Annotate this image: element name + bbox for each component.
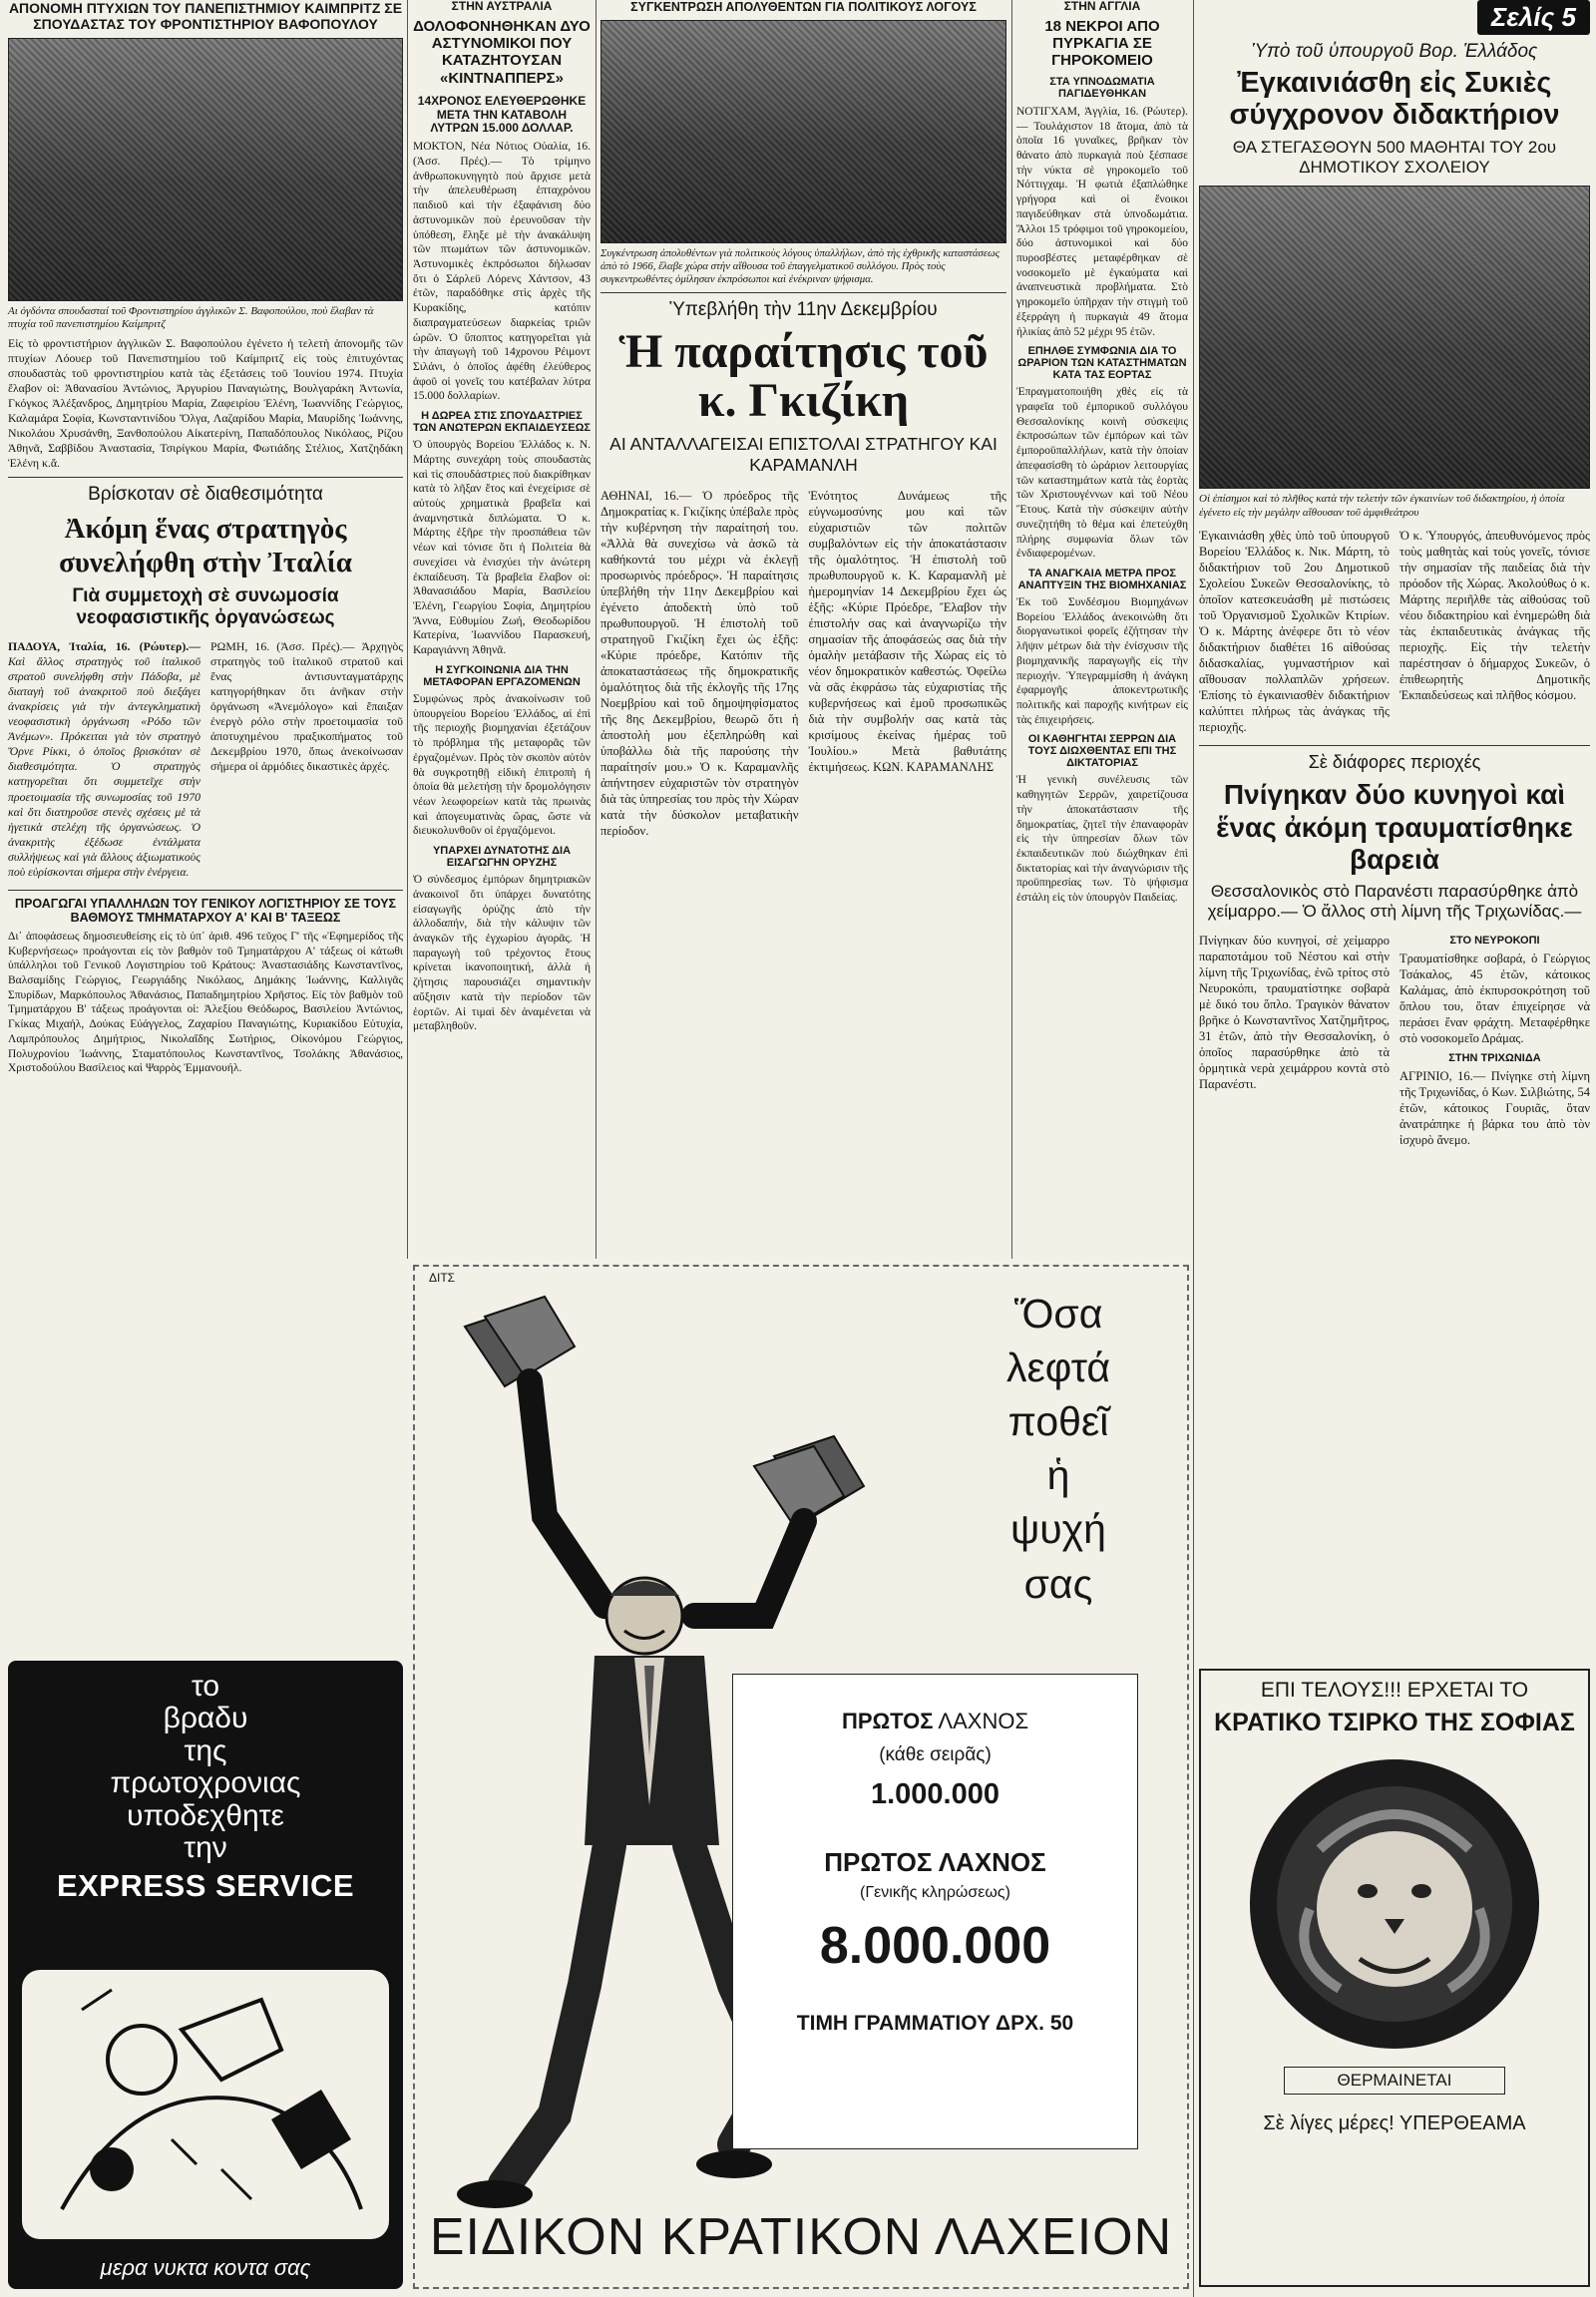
fire-headline: 18 ΝΕΚΡΟΙ ΑΠΟ ΠΥΡΚΑΓΙΑ ΣΕ ΓΗΡΟΚΟΜΕΙΟ: [1044, 17, 1160, 70]
column-4: [1016, 0, 1188, 1259]
lottery-ad: [413, 1265, 1189, 2289]
resignation-headline: Ἡ παραίτησις τοῦ κ. Γκιζίκη: [618, 325, 989, 427]
australia-text: ΜΟΚΤΟΝ, Νέα Νότιος Οὐαλία, 16. (Ἀσσ. Πρές).— Τὸ τρίμηνο ἀνθρωποκυνηγητὸ ποὺ ἄρχισε μετὰ τὴν ἀπελευθέρωση ἑπταχρόνου παιδιοῦ καὶ τὴν ἐξαφάνιση δύο ἀστυνομικῶν ποὺ ἐρευνοῦσαν τὴν ὑπόθεση, ἔληξε μὲ τὴν ἀνακάλυψη τῶν πτωμάτων τῶν ἀστυνομικῶν. Ἀστυνομικὲς ἐκπρόσωποι δήλωσαν ὅτι ὁ Σάρλεϋ Λόρενς Χάντσον, 43 ἐτῶν, παραδόθηκε στὶς ἀρχὲς τῆς Κυρακίδης, κατόπιν διαπραγματεύσεων διαρκείας τριῶν ὡρῶν. Ὁ ὕποπτος κατηγορεῖται γιὰ τὴν ἀπαγωγὴ τοῦ 14χρονου Ρέιμοντ Σιλάνι, ὁ ὁποῖος ἀφέθη ἐλεύθερος ἀφοῦ οἱ γονεῖς του κατέβαλαν λύτρα 15.000 δολλαρίων.: [413, 141, 591, 403]
school-text-left: Ἐγκαινιάσθη χθὲς ὑπὸ τοῦ ὑπουργοῦ Βορείου Ἑλλάδος κ. Νικ. Μάρτη, τὸ διδακτήριον τοῦ 2ου Δημοτικοῦ Σχολείου Συκεῶν Θεσσαλονίκης, τὸ ὁποῖον κατεσκευάσθη μὲ πιστώσεις τοῦ Ὀργανισμοῦ Σχολικῶν Κτιρίων. Ὁ κ. Μάρτης ἀνέφερε ὅτι τὸ νέον διδακτήριον διαθέτει 16 αἰθούσας διδασκαλίας, γυμναστήριον καὶ αἴθουσαν πολλαπλῶν χρήσεων. Ἐπίσης τὸ ἐγκαινιασθὲν διδακτήριον καλύπτει πλήρως τὰς ἀνάγκας τῆς περιοχῆς.: [1199, 528, 1390, 734]
slogan-line: ποθεῖ: [1007, 1398, 1109, 1445]
prize1-amount: 1.000.000: [870, 1778, 999, 1810]
circus-title: ΚΡΑΤΙΚΟ ΤΣΙΡΚΟ ΤΗΣ ΣΟΦΙΑΣ: [1214, 1709, 1575, 1736]
graduation-text: Εἰς τὸ φροντιστήριον ἀγγλικῶν Σ. Βαφοπούλου ἐγένετο ἡ τελετὴ ἀπονομῆς τῶν πτυχίων Λόουερ τοῦ Πανεπιστημίου τοῦ Καίμπριτζ εἰς τοὺς ἐπιτυχόντας σπουδαστὰς τοῦ φροντιστηρίου κατὰ τὰς ἐξετάσεις τοῦ Ἰουνίου 1974. Πτυχία ἔλαβον οἱ: Ἀθανασίου Ἀντώνιος, Ἀργυρίου Παναγιώτης, Βουλγαράκη Ἀντωνία, Γκόγκος Ἀλέξανδρος, Δημητρίου Μαρία, Ζαφειρίου Ἑλένη, Ἰωαννίδης Γεώργιος, Καλαμάρα Σοφία, Κωνσταντινίδου Ὄλγα, Λαζαρίδου Μαρία, Μαυρίδης Ἰωάννης, Νικολάου Χρυσάνθη, Ξανθοπούλου Αἰκατερίνη, Παπαδόπουλος Νικόλαος, Ρίζου Ἀθηνᾶ, Σαββίδου Ἀναστασία, Τσιρίγκου Μαρία, Φωτιάδης Στέλιος, Χατζηδάκη Ἑλένη κ.ἄ.: [8, 335, 403, 471]
australia-headline: ΔΟΛΟΦΟΝΗΘΗΚΑΝ ΔΥΟ ΑΣΤΥΝΟΜΙΚΟΙ ΠΟΥ ΚΑΤΑΖΗΤΟΥΣΑΝ «ΚΙΝΤΝΑΠΠΕΡΣ»: [413, 17, 591, 87]
prize2-series: (Γενικῆς κληρώσεως): [860, 1884, 1010, 1901]
express-line: το: [191, 1670, 220, 1703]
industry-heading: ΤΑ ΑΝΑΓΚΑΙΑ ΜΕΤΡΑ ΠΡΟΣ ΑΝΑΠΤΥΞΙΝ ΤΗΣ ΒΙΟΜΗΧΑΝΙΑΣ: [1017, 567, 1187, 591]
fire-subhead: ΣΤΑ ΥΠΝΟΔΩΜΑΤΙΑ ΠΑΓΙΔΕΥΘΗΚΑΝ: [1049, 75, 1155, 101]
general-kicker: Βρίσκοταν σὲ διαθεσιμότητα: [88, 484, 323, 506]
graduation-photo: [8, 38, 403, 301]
prize2-label: ΠΡΩΤΟΣ ΛΑΧΝΟΣ: [824, 1847, 1046, 1877]
circus-footer: Σὲ λίγες μέρες! ΥΠΕΡΘΕΑΜΑ: [1263, 2112, 1526, 2134]
hunters-headline: Πνίγηκαν δύο κυνηγοὶ καὶ ἕνας ἀκόμη τραυματίσθηκε βαρειὰ: [1216, 779, 1573, 875]
divider: [8, 477, 403, 478]
shops-text: Ἐπραγματοποιήθη χθὲς εἰς τὰ γραφεῖα τοῦ ἐμπορικοῦ συλλόγου Θεσσαλονίκης κοινὴ σύσκεψις ἐκπροσώπων τῶν ἐμπόρων καὶ τῶν ἐμποροϋπαλλήλων, κατὰ τὴν ὁποίαν ἀπεφασίσθη τὸ ὡράριον λειτουργίας τῶν καταστημάτων κατὰ τὰς ἑορτὰς τῶν Χριστουγέννων καὶ τοῦ Νέου Ἔτους. Κατὰ τὴν σύσκεψιν αὐτὴν συνεζητήθη τὸ θέμα καὶ ἐπετεύχθη πλήρης συμφωνία ὅλων τῶν ἐνδιαφερομένων.: [1016, 386, 1188, 561]
graduation-heading: ΑΠΟΝΟΜΗ ΠΤΥΧΙΩΝ ΤΟΥ ΠΑΝΕΠΙΣΤΗΜΙΟΥ ΚΑΙΜΠΡΙΤΖ ΣΕ ΣΠΟΥΔΑΣΤΑΣ ΤΟΥ ΦΡΟΝΤΙΣΤΗΡΙΟΥ ΒΑΦΟΠΟΥΛΟΥ: [8, 0, 403, 33]
rally-photo: [600, 20, 1006, 243]
column-rule: [1193, 0, 1194, 2297]
express-line: πρωτοχρονιας: [110, 1766, 301, 1800]
column-rule: [407, 0, 408, 1259]
rally-heading: ΣΥΓΚΕΝΤΡΩΣΗ ΑΠΟΛΥΘΕΝΤΩΝ ΓΙΑ ΠΟΛΙΤΙΚΟΥΣ ΛΟΓΟΥΣ: [630, 0, 977, 14]
prize1-label-rest: ΛΑΧΝΟΣ: [938, 1709, 1029, 1733]
school-caption: Οἱ ἐπίσημοι καὶ τὸ πλῆθος κατὰ τὴν τελετὴν τῶν ἐγκαινίων τοῦ διδακτηρίου, ἡ ὁποία ἐγένετο εἰς τὴν μεγάλην αἴθουσαν τοῦ ἀμφιθεάτρου: [1199, 493, 1565, 519]
lion-illustration: [1250, 1759, 1539, 2049]
school-headline: Ἐγκαινιάσθη εἰς Συκιὲς σύγχρονον διδακτήριον: [1229, 66, 1560, 131]
lottery-footer: ΕΙΔΙΚΟΝ ΚΡΑΤΙΚΟΝ ΛΑΧΕΙΟΝ: [429, 2208, 1173, 2266]
scholarship-text: Ὁ ὑπουργὸς Βορείου Ἑλλάδος κ. Ν. Μάρτης συνεχάρη τοὺς σπουδαστὰς καὶ τὶς σπουδάστριες ποὺ διακρίθηκαν κατὰ τὸ λῆξαν ἔτος καὶ ἐνεχείρισε σὲ αὐτοὺς χρηματικὰ βραβεῖα καὶ ἀναμνηστικὰ διπλώματα. Ὁ κ. Μάρτης ἐξῆρε τὴν προσπάθεια τῶν νέων καὶ τόνισε ὅτι ἡ Πολιτεία θὰ συνεχίσει νὰ ἐνισχύει τὴν ἀνώτερη ἐκπαίδευση. Τὰ βραβεῖα ἔλαβον οἱ: Ἀθανασιάδου Μαρία, Βασιλείου Ἑλένη, Γεωργίου Σοφία, Δημητρίου Ἄννα, Εὐθυμίου Ζωή, Θεοδωρίδου Κατερίνα, Ἰωαννίδου Παρασκευή, Καραγιάννη Ἀθηνᾶ.: [413, 439, 591, 657]
column-rule: [1011, 0, 1012, 1259]
hunters-subhead: Θεσσαλονικὸς στὸ Παρανέστι παρασύρθηκε ἀπὸ χείμαρρο.— Ὁ ἄλλος στὴ λίμνη τῆς Τριχωνίδας.—: [1207, 881, 1582, 922]
shops-heading: ΕΠΗΛΘΕ ΣΥΜΦΩΝΙΑ ΔΙΑ ΤΟ ΩΡΑΡΙΟΝ ΤΩΝ ΚΑΤΑΣΤΗΜΑΤΩΝ ΚΑΤΑ ΤΑΣ ΕΟΡΤΑΣ: [1017, 345, 1187, 382]
australia-kicker: ΣΤΗΝ ΑΥΣΤΡΑΛΙΑ: [451, 0, 553, 13]
teachers-heading: ΟΙ ΚΑΘΗΓΗΤΑΙ ΣΕΡΡΩΝ ΔΙΑ ΤΟΥΣ ΔΙΩΧΘΕΝΤΑΣ ΕΠΙ ΤΗΣ ΔΙΚΤΑΤΟΡΙΑΣ: [1027, 733, 1177, 770]
express-line: υποδεχθητε: [127, 1798, 284, 1832]
express-cartoon-icon: [22, 1970, 389, 2239]
slogan-line: Ὅσα: [1013, 1291, 1103, 1337]
slogan-line: ἡ: [1046, 1452, 1070, 1499]
fire-kicker: ΣΤΗΝ ΑΓΓΛΙΑ: [1063, 0, 1141, 13]
express-footer: μερα νυκτα κοντα σας: [100, 2255, 311, 2280]
promotions-text: Δι᾿ ἀποφάσεως δημοσιευθείσης εἰς τὸ ὑπ᾿ ἀριθ. 496 τεῦχος Γ' τῆς «Ἐφημερίδος τῆς Κυβερνήσεως» προάγονται εἰς τὸν βαθμὸν τοῦ Τμηματάρχου Α' τάξεως οἱ κάτωθι ὑπάλληλοι τοῦ Γενικοῦ Λογιστηρίου τοῦ Κράτους: Ἀναστασιάδης Κωνσταντῖνος, Βαλσαμίδης Γεώργιος, Γεωργιάδης Νικόλαος, Δημάκης Ἰωάννης, Καλλιγᾶς Σπυρίδων, Μαρκόπουλος Ἀθανάσιος, Παπαδημητρίου Χρῆστος. Εἰς τὸν βαθμὸν τοῦ Τμηματάρχου Β' τάξεως προάγονται οἱ: Ἀλεξίου Θεόδωρος, Βασιλείου Ἀντώνιος, Γκίκας Μιχαήλ, Δούκας Εὐάγγελος, Ζαχαρίου Παναγιώτης, Κυριακίδου Εὐτυχία, Λαμπρόπουλος Δημήτριος, Νικολαΐδης Σωτήριος, Οἰκονόμου Γεώργιος, Πολυχρονίου Ἰωάννης, Σταματόπουλος Κωνσταντῖνος, Τσολάκης Ἀθανάσιος, Χριστοδούλου Βασίλειος καὶ Ψαρρὸς Ἐμμανουήλ.: [8, 930, 403, 1075]
column-5: [1199, 0, 1590, 2297]
column-1: [0, 0, 403, 2297]
rally-caption: Συγκέντρωση ἀπολυθέντων γιὰ πολιτικοὺς λόγους ὑπαλλήλων, ἀπὸ τὴς ἐχθρικῆς καταστάσεως ἀπὸ τὸ 1966, ἔλαβε χώρα στὴν αἴθουσα τοῦ ἐπαγγελματικοῦ συλλόγου. Πρὸς τοὺς συγκεντρωθέντες ὁμίλησαν ἐκπρόσωποι καὶ ἐνέκριναν ψήφισμα.: [600, 247, 1000, 286]
ticket-price: ΤΙΜΗ ΓΡΑΜΜΑΤΙΟΥ ΔΡΧ. 50: [796, 2012, 1074, 2035]
divider: [600, 292, 1006, 293]
neurokopi-text: Τραυματίσθηκε σοβαρά, ὁ Γεώργιος Τσάκαλος, 45 ἐτῶν, κάτοικος Καλάμας, ἀπὸ ἐκπυρσοκρότηση τοῦ ὅπλου του, ὅταν ἐπιχείρησε νὰ περάσει ἕναν φράχτη. Μεταφέρθηκε στὸ νοσοκομεῖο Δράμας.: [1399, 951, 1590, 1045]
slogan-line: λεφτά: [1005, 1344, 1111, 1391]
resignation-kicker: Ὑπεβλήθη τὴν 11ην Δεκεμβρίου: [669, 299, 938, 321]
industry-text: Ἐκ τοῦ Συνδέσμου Βιομηχάνων Βορείου Ἑλλάδος ἀνεκοινώθη ὅτι διοργανωτικοὶ φορεῖς ἐζήτησαν τὴν λῆψιν μέτρων διὰ τὴν ἐνίσχυσιν τῆς βιομηχανικῆς παραγωγῆς εἰς τὴν περιοχήν. Ὑπεγραμμίσθη ἡ ἀνάγκη ἐφαρμογῆς ἀποκεντρωτικῆς πολιτικῆς καὶ παροχῆς κινήτρων εἰς τὰς ἐπιχειρήσεις.: [1016, 595, 1188, 726]
express-line: της: [184, 1733, 227, 1767]
australia-subhead: 14ΧΡΟΝΟΣ ΕΛΕΥΘΕΡΩΘΗΚΕ ΜΕΤΑ ΤΗΝ ΚΑΤΑΒΟΛΗ ΛΥΤΡΩΝ 15.000 ΔΟΛΛΑΡ.: [417, 93, 587, 136]
resignation-text-right: Ἐνότητος Δυνάμεως τῆς εὐγνωμοσύνης μου καὶ τῶν εὐχαριστιῶν τῶν πολιτῶν συμβαλόντων εἰς τὴν ἀποκατάστασιν τῆς ὁμαλότητος. Ἡ ἐπιστολὴ τοῦ πρωθυπουργοῦ κ. Κ. Καραμανλῆ μὲ ἡμερομηνίαν 14 Δεκεμβρίου ἔχει ὡς ἑξῆς: «Κύριε Πρόεδρε, Ἔλαβον τὴν ἐπιστολήν σας καὶ ἀναγνωρίζω τὴν σημασίαν τῆς ἀποφάσεώς σας διὰ τὴν ὁμαλὴν μετάβασιν τῆς Χώρας εἰς τὸ νέον δημοκρατικὸν καθεστώς. Ὀφείλω νὰ σᾶς ἐκφράσω τὰς εὐχαριστίας τῆς κυβερνήσεως καὶ ἐμοῦ προσωπικῶς διὰ τὴν συμβολήν σας κατὰ τὰς κρισίμους ἐκείνας ἡμέρας τοῦ Ἰουλίου.» Μετὰ βαθυτάτης ἐκτιμήσεως. ΚΩΝ. ΚΑΡΑΜΑΝΛΗΣ: [808, 488, 1006, 774]
circus-top-line: ΕΠΙ ΤΕΛΟΥΣ!!! ΕΡΧΕΤΑΙ ΤΟ: [1260, 1679, 1529, 1702]
school-photo: [1199, 186, 1590, 489]
circus-tag: ΘΕΡΜΑΙΝΕΤΑΙ: [1284, 2067, 1505, 2095]
slogan-line: ψυχή: [1010, 1506, 1106, 1553]
trichonida-text: ΑΓΡΙΝΙΟ, 16.— Πνίγηκε στὴ λίμνη τῆς Τριχωνίδας, ὁ Κων. Σιλβιώτης, 54 ἐτῶν, κάτοικος Γουριᾶς, ὅταν ἀνατράπηκε ἡ βάρκα του ἀπὸ τὸν ἰσχυρὸ ἄνεμο.: [1399, 1068, 1590, 1147]
promotions-heading: ΠΡΟΑΓΩΓΑΙ ΥΠΑΛΛΗΛΩΝ ΤΟΥ ΓΕΝΙΚΟΥ ΛΟΓΙΣΤΗΡΙΟΥ ΣΕ ΤΟΥΣ ΒΑΘΜΟΥΣ ΤΜΗΜΑΤΑΡΧΟΥ Α' ΚΑΙ Β' ΤΑΞΕΩΣ: [14, 897, 397, 926]
scholarship-heading: Η ΔΩΡΕΑ ΣΤΙΣ ΣΠΟΥΔΑΣΤΡΙΕΣ ΤΩΝ ΑΝΩΤΕΡΩΝ ΕΚΠΑΙΔΕΥΣΕΩΣ: [413, 410, 591, 435]
hunters-kicker: Σὲ διάφορες περιοχές: [1308, 751, 1481, 772]
hunters-text: Πνίγηκαν δύο κυνηγοί, σὲ χείμαρρο παραποτάμου τοῦ Νέστου καὶ στὴν λίμνη τῆς Τριχωνίδας, ἐνῶ τρίτος στὸ Νευροκόπι, τραυματίστηκε σοβαρὰ μὲ δικό του ὅπλο. Τραγικὸν θάνατον βρῆκε ὁ Κωνσταντῖνος Χατζημῆτρος, 31 ἐτῶν, ἀπὸ τὴν Θεσσαλονίκη, ὁ ὁποῖος παρασύρθηκε ἀπὸ τὰ ὁρμητικὰ νερὰ χειμάρρου κοντὰ στὸ Παρανέστι.: [1199, 933, 1390, 1091]
prize2-amount: 8.000.000: [819, 1917, 1051, 1975]
divider: [1199, 745, 1590, 746]
transport-text: Συμφώνως πρὸς ἀνακοίνωσιν τοῦ ὑπουργείου Βορείου Ἑλλάδος, αἱ ἐπὶ τῆς περιοχῆς βιομηχανίαι ἐξετάζουν τὸ πρόβλημα τῆς μεταφορᾶς τῶν ἐργαζομένων. Πρὸς τὸν σκοπὸν αὐτὸν θὰ συγκροτηθῇ εἰδικὴ ἐπιτροπὴ ἡ ὁποία θὰ μελετήσῃ τὴν δρομολόγησιν νέων λεωφορείων κατὰ τὰς πρωινὰς καὶ ἀπογευματινὰς ὥρας, ὥστε νὰ διευκολυνθοῦν οἱ ἐργαζόμενοι.: [413, 692, 591, 838]
prize1-series: (κάθε σειρᾶς): [879, 1744, 992, 1765]
school-subhead: ΘΑ ΣΤΕΓΑΣΘΟΥΝ 500 ΜΑΘΗΤΑΙ ΤΟΥ 2ου ΔΗΜΟΤΙΚΟΥ ΣΧΟΛΕΙΟΥ: [1232, 137, 1557, 177]
imports-text: Ὁ σύνδεσμος ἐμπόρων δημητριακῶν ἀνακοινοῖ ὅτι ὑπάρχει δυνατότης εἰσαγωγῆς ὀρύζης ἀπὸ τὴν ἀλλοδαπήν, διὰ τὴν κάλυψιν τῶν ἀναγκῶν τῆς ἐγχωρίου ἀγορᾶς. Ἡ παραγωγὴ τοῦ τρέχοντος ἔτους κρίνεται ἱκανοποιητική, ἀλλὰ ἡ ζήτησις παρουσιάζει σημαντικὴν αὔξησιν κατὰ τὴν περίοδον τῶν ἑορτῶν. Αἱ τιμαὶ δὲν ἀναμένεται νὰ μεταβληθοῦν.: [413, 874, 591, 1033]
express-brand: EXPRESS SERVICE: [56, 1868, 355, 1904]
graduation-caption: Αι ὀγδόντα σπουδασταί τοῦ Φροντιστηρίου ἀγγλικῶν Σ. Βαφοπούλου, ποὺ ἔλαβαν τὰ πτυχία τοῦ πανεπιστημίου Καίμπριτζ: [8, 305, 374, 331]
general-dateline: ΠΑΔΟΥΑ, Ἰταλία, 16. (Ρώυτερ).—: [8, 638, 200, 653]
prize-box: [732, 1674, 1138, 2149]
trichonida-label: ΣΤΗΝ ΤΡΙΧΩΝΙΔΑ: [1448, 1051, 1541, 1064]
column-rule: [596, 0, 597, 1259]
neurokopi-label: ΣΤΟ ΝΕΥΡΟΚΟΠΙ: [1449, 934, 1540, 947]
page-masthead: Σελίς 5: [1477, 0, 1590, 35]
transport-heading: Η ΣΥΓΚΟΙΝΩΝΙΑ ΔΙΑ ΤΗΝ ΜΕΤΑΦΟΡΑΝ ΕΡΓΑΖΟΜΕΝΩΝ: [423, 663, 581, 688]
resignation-subhead: ΑΙ ΑΝΤΑΛΛΑΓΕΙΣΑΙ ΕΠΙΣΤΟΛΑΙ ΣΤΡΑΤΗΓΟΥ ΚΑΙ ΚΑΡΑΜΑΝΛΗ: [609, 433, 998, 475]
fire-text: ΝΟΤΙΓΧΑΜ, Ἀγγλία, 16. (Ρώυτερ).— Τουλάχιστον 18 ἄτομα, ἀπὸ τὰ ὁποῖα 16 γυναῖκες, βρῆκαν τὸν θάνατο ἀπὸ πυρκαγιὰ ποὺ ξέσπασε τὴν νύκτα σὲ γηροκομεῖο τοῦ Νόττιγχαμ. Ἡ φωτιὰ ἐξαπλώθηκε γρήγορα καὶ οἱ ἔνοικοι παγιδεύθηκαν στὰ ὑπνοδωμάτια. Ἄλλοι 15 τρόφιμοι τοῦ γηροκομείου, δύο ἀστυνομικοὶ καὶ δύο πυροσβέστες μεταφέρθηκαν σὲ νοσοκομεῖο μὲ ἐγκαύματα καὶ ἀναπνευστικὰ προβλήματα. Στὸ γηροκομεῖο ὑπῆρχαν τὴν στιγμὴ τοῦ ἐξερράγη ἡ πυρκαγιὰ 49 ἄτομα ἡλικίας ἀπὸ 52 μέχρι 95 ἐτῶν.: [1016, 105, 1188, 338]
school-text-right: Ὁ κ. Ὑπουργός, ἀπευθυνόμενος πρὸς τοὺς μαθητὰς καὶ τοὺς γονεῖς, τόνισε τὴν σημασίαν τῆς παιδείας διὰ τὴν πρόοδον τῆς Χώρας. Ἀκολούθως ὁ κ. Μάρτης περιῆλθε τὰς αἰθούσας τοῦ νέου διδακτηρίου καὶ ἐνημερώθη διὰ τὰς ἐκπαιδευτικὰς ἀνάγκας τῆς περιοχῆς. Εἰς τὴν τελετὴν παρέστησαν ὁ δήμαρχος Συκεῶν, ὁ ἐπιθεωρητὴς Δημοτικῆς Ἐκπαιδεύσεως καὶ πλῆθος κόσμου.: [1399, 528, 1590, 702]
divider: [8, 890, 403, 891]
general-right-text: ΡΩΜΗ, 16. (Ἀσσ. Πρές).— Ἀρχηγὸς στρατηγὸς τοῦ ἰταλικοῦ στρατοῦ καὶ ἕνας ἀντισυνταγματάρχης κατηγορήθηκαν ὅτι ἀνῆκαν στὴν ὀργάνωση «Ἀνεμόλογο» καὶ ἔπαιξαν ἐνεργὸ ρόλο στὴν προετοιμασία τοῦ ἀποτυχημένου πραξικοπήματος τοῦ Δεκεμβρίου 1970, ὅπως ἀνεκοίνωσαν σήμερα οἱ ἀρμόδιες δικαστικὲς ἀρχές.: [210, 638, 403, 774]
column-2: [413, 0, 591, 1259]
general-lead: Καὶ ἄλλος στρατηγὸς τοῦ ἰταλικοῦ στρατοῦ συνελήφθη στὴν Πάδοβα, μὲ διαταγὴ τοῦ ἀνακριτοῦ ποὺ διεξάγει ἀνακρίσεις γιὰ τὴν ἀντεγκληματικὴ νεοφασιστικὴ ὀργάνωση «Ρόδο τῶν Ἀνέμων». Πρόκειται γιὰ τὸν στρατηγὸ Ὄρνε Ρίκκι, ὁ ὁποῖος βρισκόταν σὲ διαθεσιμότητα. Ὁ στρατηγὸς κατηγορεῖται ὅτι συμμετεῖχε στὴν προετοιμασία τῆς συνωμοσίας τοῦ 1970 καὶ ὅτι διατηροῦσε στενὲς σχέσεις μὲ τὰ ἡγετικὰ στελέχη τῆς ὀργανώσεως. Ὁ ἀνακριτὴς ἐξέδωσε ἐντάλματα συλλήψεως καὶ γιὰ ἄλλους ἀξιωματικοὺς ποὺ εὑρίσκονται σήμερα στὴν ἐνέργεια.: [8, 653, 200, 879]
prize1-label-strong: ΠΡΩΤΟΣ: [841, 1709, 934, 1733]
school-kicker: Ὑπὸ τοῦ ὑπουργοῦ Βορ. Ἑλλάδος: [1251, 41, 1538, 62]
express-line: την: [184, 1830, 227, 1864]
ad-signature: ΔΙΤΣ: [429, 1271, 456, 1285]
slogan-line: σας: [1023, 1560, 1093, 1607]
express-line: βραδυ: [163, 1702, 248, 1735]
circus-ad: [1199, 1669, 1590, 2287]
general-headline: Ἀκόμη ἕνας στρατηγὸς συνελήφθη στὴν Ἰταλία: [59, 513, 352, 578]
imports-heading: ΥΠΑΡΧΕΙ ΔΥΝΑΤΟΤΗΣ ΔΙΑ ΕΙΣΑΓΩΓΗΝ ΟΡΥΖΗΣ: [432, 845, 572, 870]
column-3: [600, 0, 1006, 1259]
general-subhead: Γιὰ συμμετοχὴ σὲ συνωμοσία νεοφασιστικῆς ὀργανώσεως: [72, 584, 339, 628]
resignation-text-left: ΑΘΗΝΑΙ, 16.— Ὁ πρόεδρος τῆς Δημοκρατίας κ. Γκιζίκης ὑπέβαλε πρὸς τὴν κυβέρνηση τὴν παραίτησή του. «Ἀλλὰ θὰ συνεχίσω νὰ ἀσκῶ τὰ καθήκοντά του μέχρι νὰ ἐκλεγῇ προσωρινὸς πρόεδρος». Ἡ παραίτησις ὑπεβλήθη τὴν 11ην Δεκεμβρίου καὶ ἐγένετο ἀποδεκτὴ ὑπὸ τοῦ πρωθυπουργοῦ. Ἡ ἐπιστολὴ τοῦ στρατηγοῦ Γκιζίκη ἔχει ὡς ἑξῆς: «Κύριε πρόεδρε, Κατόπιν τῆς ἀποκαταστάσεως τῆς δημοκρατικῆς ὁμαλότητος διὰ τῆς ἐκλογῆς τῆς 17ης Νοεμβρίου καὶ τοῦ δημοψηφίσματος τῆς 8ης Δεκεμβρίου, θεωρῶ ὅτι ἡ ἀποστολὴ μου ἐξεπληρώθη καὶ ὑποβάλλω διὰ τῆς παρούσης τὴν παραίτησίν μου.» Ὁ κ. Καραμανλῆς ἀπήντησεν εὐχαριστῶν τὸν στρατηγὸν διὰ τὰς ὑπηρεσίας του πρὸς τὴν Χώραν κατὰ τὴν δύσκολον μεταβατικὴν περίοδον.: [600, 488, 799, 838]
express-service-ad: [8, 1661, 403, 2289]
express-illustration: [22, 1970, 389, 2239]
teachers-text: Ἡ γενικὴ συνέλευσις τῶν καθηγητῶν Σερρῶν, χαιρετίζουσα τὴν ἀποκατάστασιν τῆς δημοκρατίας, ζητεῖ τὴν ἐπαναφορὰν εἰς τὴν ὑπηρεσίαν ὅλων τῶν ἐκπαιδευτικῶν ποὺ διώχθηκαν ἐπὶ δικτατορίας καὶ τὴν ἀναγνώρισιν τῆς προϋπηρεσίας των. Τὸ ψήφισμα ἐστάλη εἰς τὸν ὑπουργὸν Παιδείας.: [1016, 774, 1188, 905]
lion-icon: [1250, 1759, 1539, 2049]
